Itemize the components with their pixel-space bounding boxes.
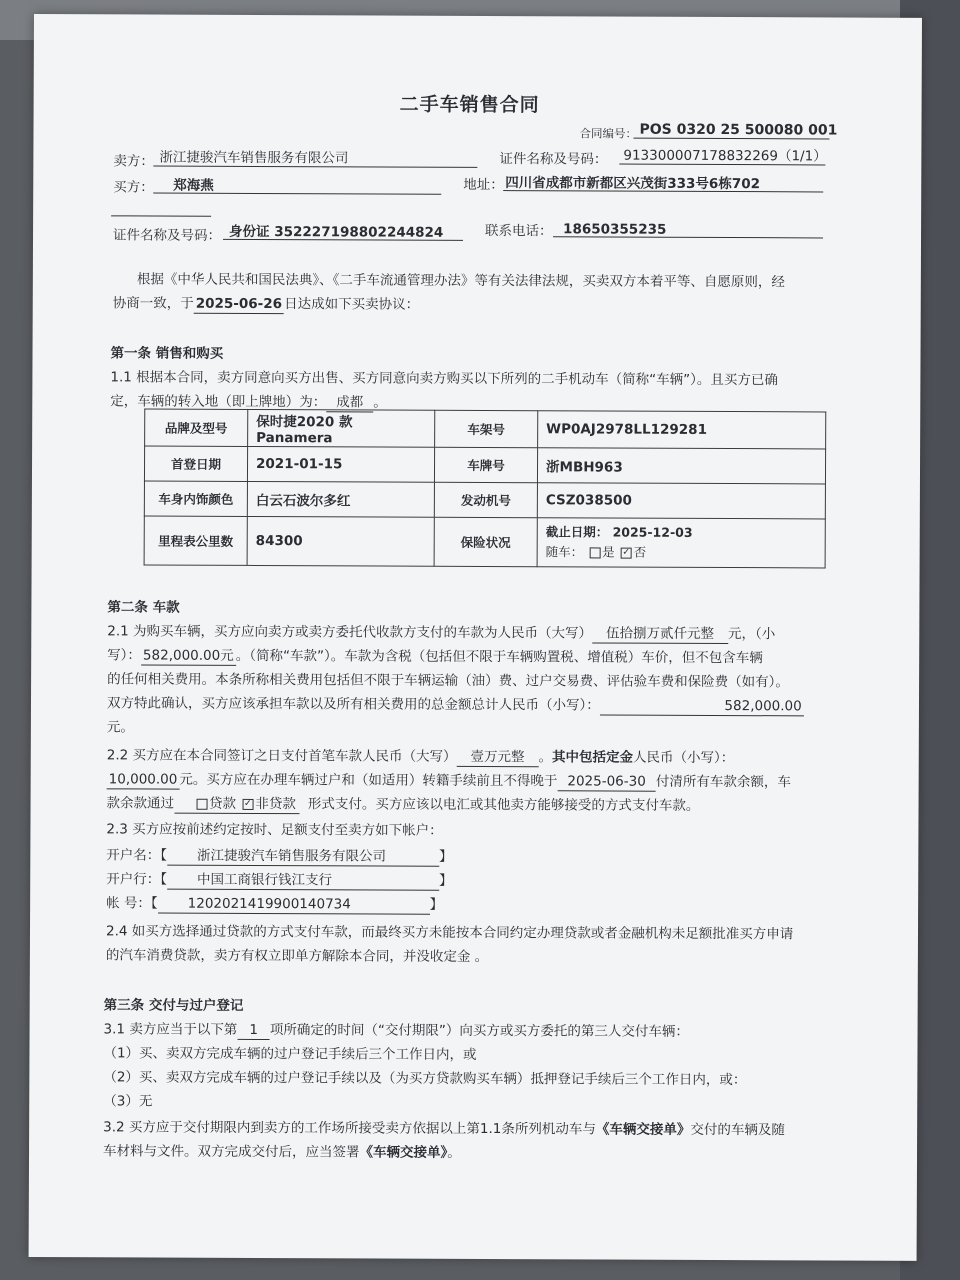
article-2-2-line-1: 2.2 买方应在本合同签订之日支付首笔车款人民币（大写） 壹万元整 。其中包括定金人民币（小写）： (106, 747, 735, 767)
article-2-1-line-2: 写）： 582,000.00元 。（简称“车款”）。车款为含税（包括但不限于车辆购置税、增值税）车价，但不包含车辆 (107, 647, 763, 667)
article-2-3: 2.3 买方应按前述约定按时、足额支付至卖方如下帐户： (106, 821, 443, 839)
account-no-row: 帐 号：【 1202021419900140734 】 (106, 895, 444, 913)
contract-no-label: 合同编号： (579, 126, 638, 141)
document-title: 二手车销售合同 (399, 93, 540, 117)
option-1: （1）买、卖双方完成车辆的过户登记手续后三个工作日内，或 (103, 1045, 477, 1063)
buyer-id-label: 证件名称及号码： (113, 227, 222, 244)
table-row (144, 481, 825, 519)
article-3-2-line-2: 车材料与文件。双方完成交付后，应当签署《车辆交接单》。 (103, 1143, 461, 1161)
article-2-4-line-2: 的汽车消费贷款，卖方有权立即单方解除本合同，并没收定金 。 (105, 947, 489, 965)
article-2-1-line-1: 2.1 为购买车辆，买方应向卖方或卖方委托代收款方支付的车款为人民币（大写） 伍拾捌万贰仟元整 元，（小 (107, 623, 776, 643)
brand-value: 保时捷2020 款Panamera (248, 409, 435, 447)
phone-label: 联系电话： (485, 222, 553, 240)
address-label: 地址： (463, 176, 504, 194)
engine-label: 发动机号 (434, 482, 537, 517)
buyer-name: 郑海燕 (173, 177, 214, 194)
brand-label: 品牌及型号 (145, 409, 248, 446)
plate-label: 车牌号 (434, 447, 537, 482)
article-2-1-line-5: 元。 (106, 719, 134, 736)
engine-value: CSZ038500 (537, 483, 825, 519)
vehicle-table (144, 408, 827, 568)
color-value: 白云石波尔多红 (247, 481, 434, 517)
color-label: 车身内饰颜色 (144, 481, 247, 516)
seller-name: 浙江捷骏汽车销售服务有限公司 (159, 149, 349, 167)
article-2-2-line-2: 10,000.00 元。买方应在办理车辆过户和（如适用）转籍手续前且不得晚于 2025-06-30 付清所有车款余额，车 (107, 770, 791, 792)
table-row (144, 446, 825, 484)
option-2: （2）买、卖双方完成车辆的过户登记手续以及（为买方贷款购买车辆）抵押登记手续后三个工作日内，或： (103, 1069, 747, 1089)
article-2-heading: 第二条 车款 (107, 599, 180, 616)
contract-no: POS 0320 25 500080 001 (639, 121, 838, 139)
checkbox-checked-icon: ✓ (622, 547, 630, 558)
article-3-1: 3.1 卖方应当于以下第 1 项所确定的时间（“交付期限”）向买方或买方委托的第三人交付车辆： (103, 1021, 689, 1040)
mileage-label: 里程表公里数 (144, 516, 247, 565)
intro-line-2: 协商一致，于 2025-06-26 日达成如下买卖协议： (112, 295, 420, 313)
insurance-expiry: 截止日期： 2025-12-03 (545, 524, 693, 540)
intro-line-1: 根据《中华人民共和国民法典》、《二手车流通管理办法》等有关法律法规，买卖双方本着平等、自愿原则，经 (136, 271, 785, 291)
checkbox-empty-icon (589, 547, 600, 558)
article-3-heading: 第三条 交付与过户登记 (103, 997, 244, 1014)
vin-value: WP0AJ2978LL129281 (538, 411, 826, 449)
address: 四川省成都市新都区兴茂街333号6栋702 (505, 175, 761, 193)
reg-value: 2021-01-15 (247, 446, 434, 482)
article-2-1-line-4: 双方特此确认，买方应该承担车款以及所有相关费用的总金额总计人民币（小写）： 582,000.00 (107, 694, 804, 716)
article-3-2-line-1: 3.2 买方应于交付期限内到卖方的工作场所接受卖方依据以上第1.1条所列机动车与《车辆交接单》交付的车辆及随 (103, 1119, 785, 1139)
article-2-4-line-1: 2.4 如买方选择通过贷款的方式支付车款，而最终买方未能按本合同约定办理贷款或者金融机构未足额批准买方申请 (105, 923, 794, 943)
insurance-follow: 随车： 是 ✓ 否 (545, 544, 647, 560)
seller-id-label: 证件名称及号码： (499, 151, 608, 168)
buyer-label: 买方： (113, 179, 154, 196)
account-bank-row: 开户行：【 中国工商银行钱江支行 】 (106, 871, 453, 889)
table-row (144, 516, 825, 568)
article-1-1-line-2: 定，车辆的转入地（即上牌地）为： 成都 。 (110, 393, 387, 411)
checkbox-loan-icon (196, 798, 207, 809)
table-row (145, 409, 826, 449)
reg-label: 首登日期 (144, 446, 247, 481)
option-3: （3）无 (103, 1093, 153, 1110)
account-name-row: 开户名：【 浙江捷骏汽车销售服务有限公司 】 (106, 847, 453, 865)
article-1-heading: 第一条 销售和购买 (110, 345, 224, 362)
insurance-label: 保险状况 (434, 517, 537, 566)
insurance-value (537, 518, 825, 568)
seller-id: 913300007178832269（1/1） (623, 147, 827, 165)
article-1-1-line-1: 1.1 根据本合同，卖方同意向买方出售、买方同意向卖方购买以下所列的二手机动车（简称“车辆”）。且买方已确 (110, 369, 778, 389)
article-2-2-line-3: 款余款通过 贷款 ✓ 非贷款 形式支付。买方应该以电汇或其他卖方能够接受的方式支付车款。 (106, 795, 700, 814)
plate-value: 浙MBH963 (537, 448, 825, 484)
buyer-id: 身份证 352227198802244824 (229, 223, 444, 241)
seller-label: 卖方： (113, 153, 154, 170)
phone: 18650355235 (563, 221, 667, 238)
article-2-1-line-3: 的任何相关费用。本条所称相关费用包括但不限于车辆运输（油）费、过户交易费、评估验车费和保险费（如有）。 (107, 671, 789, 691)
checkbox-noloan-icon: ✓ (244, 798, 252, 809)
mileage-value: 84300 (247, 516, 434, 566)
vin-label: 车架号 (435, 410, 538, 447)
contract-paper (29, 14, 922, 1261)
